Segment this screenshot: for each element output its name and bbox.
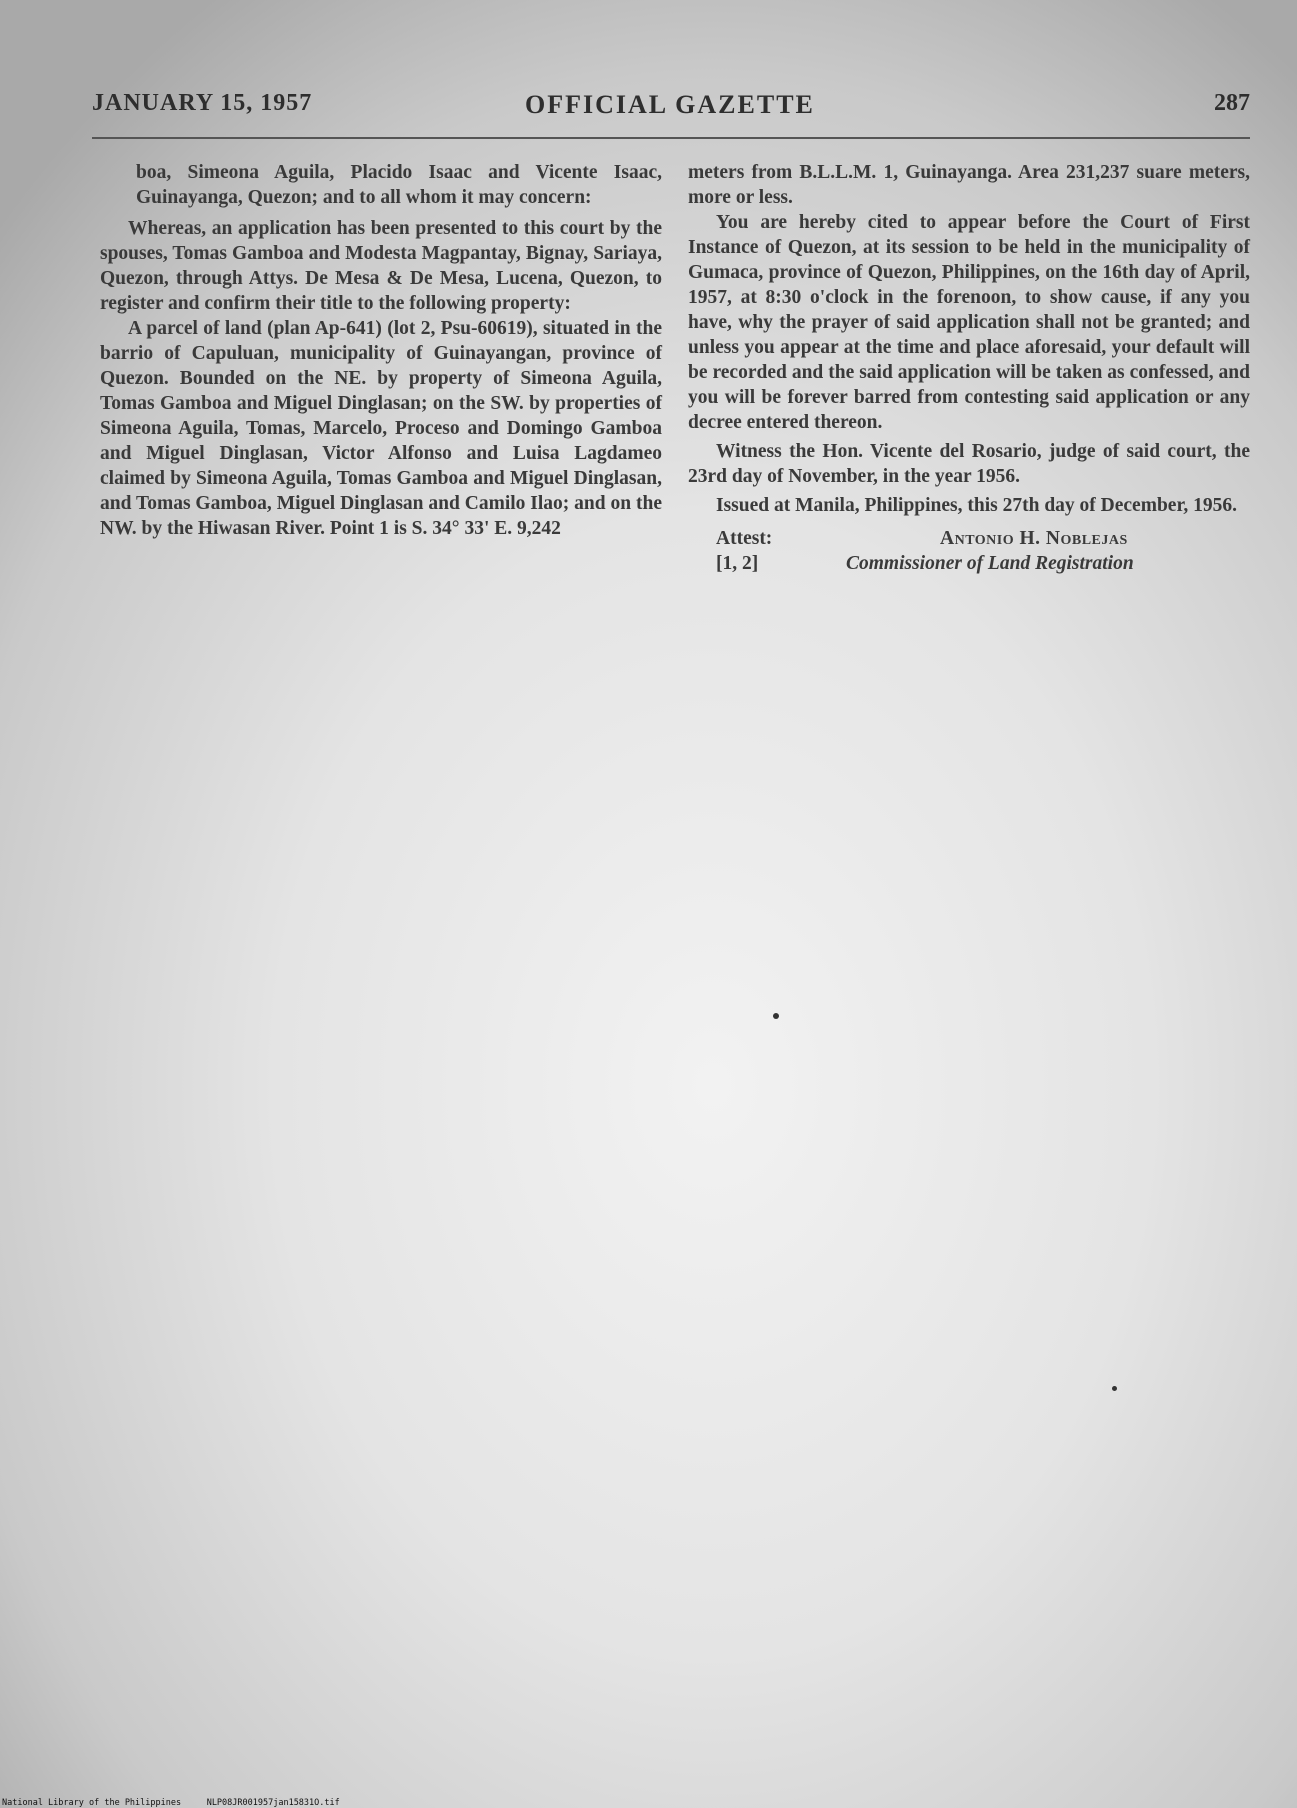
right-paragraph-2: You are hereby cited to appear before the Court of First Instance of Quezon, at its session to be held in the municipality of Gumaca, province of Quezon, Philippines, on the 16th day of April, 1957, at 8:30 o'clock in the forenoon, to show cause, if any you have, why the prayer of said application shall not be granted; and unless you appear at the time and place aforesaid, your default will be recorded and the said application will be taken as confessed, and you will be forever barred from contesting said application or any decree entered thereon. — [688, 212, 1250, 433]
signature-block — [688, 526, 1250, 576]
ink-speck — [773, 1013, 779, 1019]
left-column — [100, 160, 662, 541]
page-header — [92, 90, 1250, 126]
signatory-name: Antonio H. Noblejas — [940, 528, 1128, 549]
header-title: OFFICIAL GAZETTE — [525, 90, 815, 119]
ink-speck — [1112, 1386, 1117, 1391]
page-number: 287 — [1214, 90, 1250, 116]
left-paragraph-2: Whereas, an application has been presented to this court by the spouses, Tomas Gamboa and Modesta Magpantay, Bignay, Sariaya, Quezon, through Attys. De Mesa & De Mesa, Lucena, Quezon, to register and confirm their title to the following property: — [100, 218, 662, 314]
right-paragraph-1: meters from B.L.L.M. 1, Guinayanga. Area 231,237 suare meters, more or less. — [688, 162, 1250, 208]
right-column — [688, 160, 1250, 576]
left-paragraph-3: A parcel of land (plan Ap-641) (lot 2, Psu-60619), situated in the barrio of Capuluan, municipality of Guinayangan, province of Quezon. Bounded on the NE. by property of Simeona Aguila, Tomas Gamboa and Miguel Dinglasan; on the SW. by properties of Simeona Aguila, Tomas, Marcelo, Proceso and Domingo Gamboa and Miguel Dinglasan, Victor Alfonso and Luisa Lagdameo claimed by Simeona Aguila, Tomas Gamboa and Miguel Dinglasan, and Tomas Gamboa, Miguel Dinglasan and Camilo Ilao; and on the NW. by the Hiwasan River. Point 1 is S. 34° 33' E. 9,242 — [100, 318, 662, 539]
right-paragraph-3: Witness the Hon. Vicente del Rosario, judge of said court, the 23rd day of November, in the year 1956. — [688, 441, 1250, 487]
left-paragraph-1: boa, Simeona Aguila, Placido Isaac and Vicente Isaac, Guinayanga, Quezon; and to all whom it may concern: — [136, 162, 662, 208]
reference-number: [1, 2] — [716, 553, 759, 574]
archive-footer: National Library of the Philippines NLP08JR001957jan15831O.tif — [2, 1798, 340, 1808]
attest-label: Attest: — [716, 528, 773, 549]
header-date: JANUARY 15, 1957 — [92, 90, 313, 116]
header-rule — [92, 137, 1250, 139]
right-paragraph-4: Issued at Manila, Philippines, this 27th day of December, 1956. — [716, 495, 1237, 516]
signatory-title: Commissioner of Land Registration — [846, 553, 1134, 574]
